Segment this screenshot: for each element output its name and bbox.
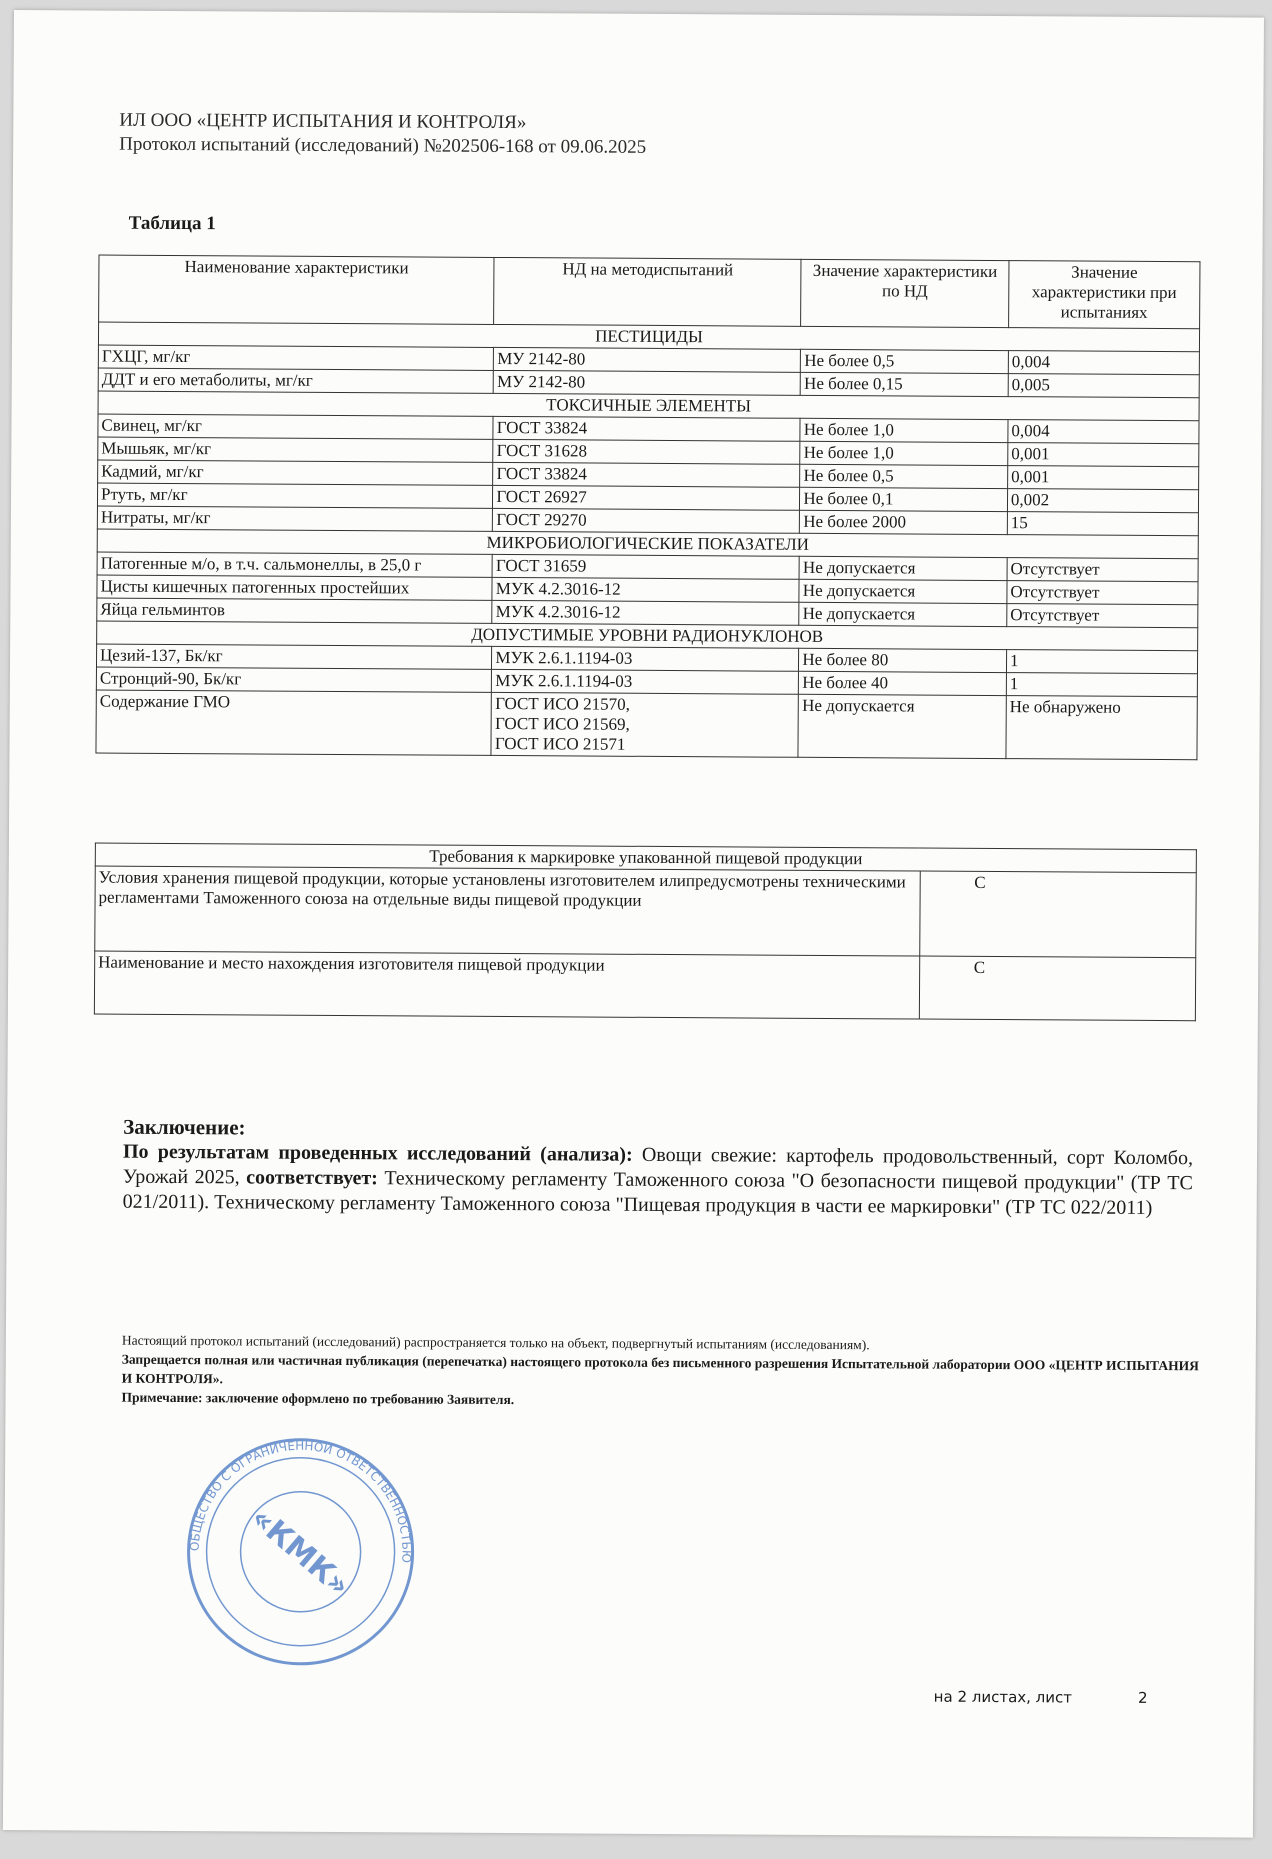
cell-characteristic: Мышьяк, мг/кг (98, 437, 493, 462)
cell-norm: Не более 2000 (800, 510, 1008, 534)
cell-characteristic: Цисты кишечных патогенных простейших (97, 575, 492, 600)
labeling-requirement: Условия хранения пищевой продукции, которые установлены изготовителем илипредусмотрены техническими регламентами Таможенного союза на отдельные виды пищевой продукции (95, 866, 920, 956)
cell-method: МУК 4.2.3016-12 (492, 577, 799, 602)
section-title: ДОПУСТИМЫЕ УРОВНИ РАДИОНУКЛОНОВ (97, 621, 1198, 651)
cell-result: 1 (1006, 650, 1197, 674)
cell-method: ГОСТ 33824 (493, 416, 800, 441)
column-header: Значение характеристики по НД (801, 259, 1009, 327)
conclusion-text (123, 1140, 1193, 1222)
organization-stamp (180, 1431, 421, 1672)
table-row (96, 690, 1197, 760)
cell-result: 0,005 (1008, 374, 1199, 398)
cell-characteristic: Ртуть, мг/кг (97, 483, 492, 508)
page-number: 2 (1137, 1688, 1148, 1707)
cell-method: МУК 4.2.3016-12 (492, 600, 799, 625)
labeling-row (95, 866, 1196, 958)
cell-method: МУ 2142-80 (494, 347, 801, 372)
cell-method: ГОСТ 26927 (493, 485, 800, 510)
stamp-center-text: «КМК» (244, 1500, 357, 1604)
cell-characteristic: Цезий-137, Бк/кг (96, 644, 491, 669)
cell-result: Не обнаружено (1006, 696, 1197, 760)
stamp-ring-text: ОБЩЕСТВО С ОГРАНИЧЕННОЙ ОТВЕТСТВЕННОСТЬЮ (187, 1438, 414, 1564)
cell-result: 1 (1006, 673, 1197, 697)
section-title: ПЕСТИЦИДЫ (98, 322, 1199, 352)
labeling-title: Требования к маркировке упакованной пищевой продукции (95, 843, 1196, 873)
cell-result: 0,001 (1008, 466, 1199, 490)
conclusion-lead: По результатам проведенных исследований (анализа): (122, 1140, 633, 1166)
cell-norm: Не более 40 (799, 671, 1007, 695)
cell-method: ГОСТ 33824 (493, 462, 800, 487)
cell-result: 15 (1007, 512, 1198, 536)
document-header (119, 109, 646, 160)
cell-norm: Не более 1,0 (800, 418, 1008, 442)
note-scope: Настоящий протокол испытаний (исследований) распространяется только на объект, подвергнутый испытаниям (исследованиям). (121, 1332, 870, 1353)
cell-characteristic: ГХЦГ, мг/кг (98, 345, 493, 370)
cell-result: Отсутствует (1007, 558, 1198, 582)
cell-result: 0,004 (1008, 420, 1199, 444)
cell-norm: Не более 0,5 (801, 349, 1009, 373)
org-name: ИЛ ООО «ЦЕНТР ИСПЫТАНИЯ И КОНТРОЛЯ» (119, 109, 527, 134)
column-header: Значение характеристики при испытаниях (1009, 261, 1200, 329)
cell-result: Отсутствует (1007, 604, 1198, 628)
cell-norm: Не более 0,1 (800, 487, 1008, 511)
document-sheet (3, 10, 1264, 1838)
cell-characteristic: Содержание ГМО (96, 690, 492, 755)
page-footer (934, 1688, 1148, 1707)
labeling-mark: С (919, 871, 1196, 958)
cell-norm: Не более 0,15 (801, 372, 1009, 396)
cell-characteristic: Стронций-90, Бк/кг (96, 667, 491, 692)
cell-characteristic: Свинец, мг/кг (98, 414, 493, 439)
cell-method: МУК 2.6.1.1194-03 (492, 646, 799, 671)
cell-norm: Не допускается (798, 694, 1006, 758)
cell-method: МУ 2142-80 (494, 370, 801, 395)
cell-method: ГОСТ 29270 (493, 508, 800, 533)
note-remark: Примечание: заключение оформлено по требованию Заявителя. (121, 1389, 515, 1408)
table-header-row (99, 255, 1200, 329)
cell-result: 0,001 (1008, 443, 1199, 467)
cell-method: ГОСТ 31628 (493, 439, 800, 464)
cell-characteristic: Нитраты, мг/кг (97, 506, 492, 531)
conclusion-heading: Заключение: (123, 1114, 246, 1140)
conclusion-product: Овощи свежие: картофель продовольственный, сорт Коломбо, Урожай 2025, (122, 1143, 1194, 1189)
results-table (95, 255, 1200, 761)
column-header: Наименование характеристики (99, 255, 495, 324)
cell-norm: Не допускается (799, 556, 1007, 580)
labeling-requirement: Наименование и место нахождения изготовителя пищевой продукции (94, 951, 919, 1019)
cell-norm: Не более 0,5 (800, 464, 1008, 488)
cell-norm: Не более 80 (799, 648, 1007, 672)
conclusion-verdict: соответствует: (246, 1166, 378, 1190)
conclusion (123, 1115, 1194, 1222)
cell-method: МУК 2.6.1.1194-03 (492, 669, 799, 694)
note-prohibition: Запрещается полная или частичная публикация (перепечатка) настоящего протокола без письменного разрешения Испытательной лаборатории ООО «ЦЕНТР ИСПЫТАНИЯ И КОНТРОЛЯ». (121, 1351, 1199, 1387)
cell-method: ГОСТ ИСО 21570, ГОСТ ИСО 21569, ГОСТ ИСО 21571 (491, 692, 798, 757)
cell-characteristic: Патогенные м/о, в т.ч. сальмонеллы, в 25,0 г (97, 552, 492, 577)
table-title: Таблица 1 (128, 212, 216, 235)
labeling-table (94, 843, 1197, 1022)
cell-characteristic: Яйца гельминтов (97, 598, 492, 623)
cell-characteristic: Кадмий, мг/кг (98, 460, 493, 485)
column-header: НД на методиспытаний (494, 257, 801, 326)
section-title: ТОКСИЧНЫЕ ЭЛЕМЕНТЫ (98, 391, 1199, 421)
notes (121, 1331, 1201, 1414)
cell-method: ГОСТ 31659 (492, 554, 799, 579)
labeling-row (94, 951, 1195, 1021)
page-count-text: на 2 листах, лист (933, 1687, 1073, 1707)
cell-norm: Не допускается (799, 602, 1007, 626)
cell-norm: Не более 1,0 (800, 441, 1008, 465)
cell-result: Отсутствует (1007, 581, 1198, 605)
protocol-title: Протокол испытаний (исследований) №202506-168 от 09.06.2025 (119, 133, 647, 158)
section-title: МИКРОБИОЛОГИЧЕСКИЕ ПОКАЗАТЕЛИ (97, 529, 1198, 559)
conclusion-regulations: Техническому регламенту Таможенного союза "О безопасности пищевой продукции" (ТР ТС 021/2011). Техническому регламенту Таможенного союза "Пищевая продукция в части ее маркировки" (ТР ТС 022/2011) (122, 1167, 1193, 1219)
cell-result: 0,004 (1008, 351, 1199, 375)
cell-result: 0,002 (1007, 489, 1198, 513)
cell-norm: Не допускается (799, 579, 1007, 603)
cell-characteristic: ДДТ и его метаболиты, мг/кг (98, 368, 493, 393)
labeling-mark: С (919, 956, 1196, 1021)
